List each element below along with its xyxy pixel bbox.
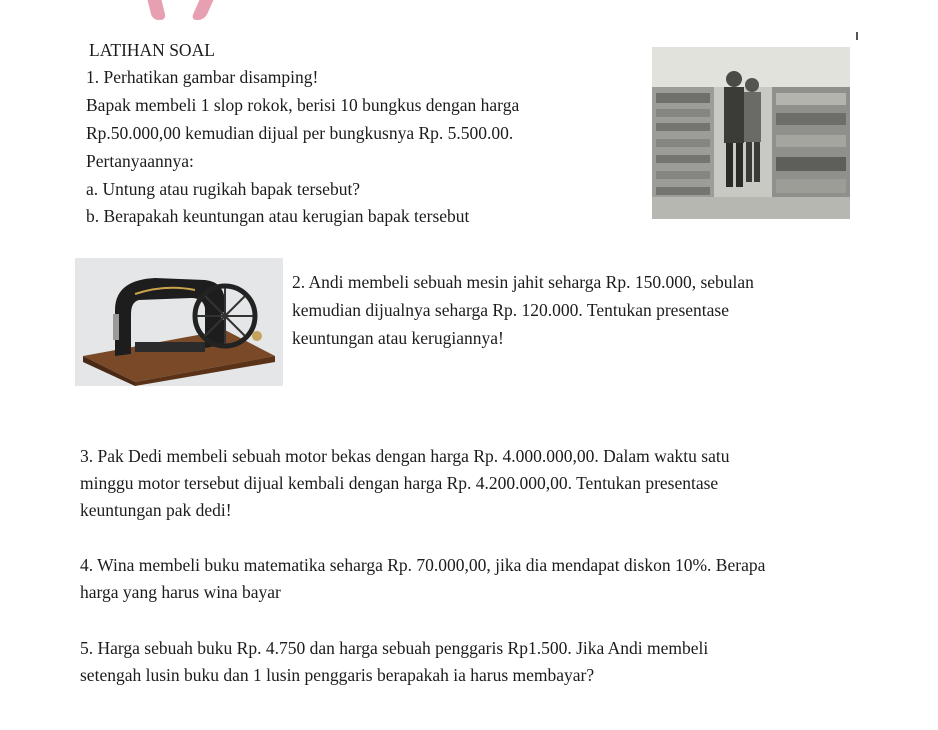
question-2-line: 2. Andi membeli sebuah mesin jahit seharga Rp. 150.000, sebulan xyxy=(292,272,754,292)
decorative-pink-shape xyxy=(148,0,167,20)
question-4-line: harga yang harus wina bayar xyxy=(80,582,281,602)
shop-photo xyxy=(652,47,850,219)
question-1-line: Bapak membeli 1 slop rokok, berisi 10 bungkus dengan harga xyxy=(86,95,520,115)
question-1-line: a. Untung atau rugikah bapak tersebut? xyxy=(86,179,361,199)
page-title: LATIHAN SOAL xyxy=(89,40,215,60)
decorative-pink-shape xyxy=(191,0,214,20)
question-4-line: 4. Wina membeli buku matematika seharga Rp. 70.000,00, jika dia mendapat diskon 10%. Berapa xyxy=(80,555,766,575)
question-1-line: Pertanyaannya: xyxy=(86,151,194,171)
question-1-line: Rp.50.000,00 kemudian dijual per bungkusnya Rp. 5.500.00. xyxy=(86,123,514,143)
question-3-line: keuntungan pak dedi! xyxy=(80,500,232,520)
question-1-line: b. Berapakah keuntungan atau kerugian bapak tersebut xyxy=(86,206,470,226)
question-3-line: 3. Pak Dedi membeli sebuah motor bekas dengan harga Rp. 4.000.000,00. Dalam waktu satu xyxy=(80,446,730,466)
question-2-line: kemudian dijualnya seharga Rp. 120.000. Tentukan presentase xyxy=(292,300,729,320)
question-1-line: 1. Perhatikan gambar disamping! xyxy=(86,67,319,87)
sewing-machine-photo xyxy=(75,258,283,386)
question-5-line: 5. Harga sebuah buku Rp. 4.750 dan harga sebuah penggaris Rp1.500. Jika Andi membeli xyxy=(80,638,709,658)
question-2-line: keuntungan atau kerugiannya! xyxy=(292,328,504,348)
question-3-line: minggu motor tersebut dijual kembali dengan harga Rp. 4.200.000,00. Tentukan presentase xyxy=(80,473,719,493)
decorative-mark xyxy=(856,32,858,40)
question-5-line: setengah lusin buku dan 1 lusin penggaris berapakah ia harus membayar? xyxy=(80,665,595,685)
